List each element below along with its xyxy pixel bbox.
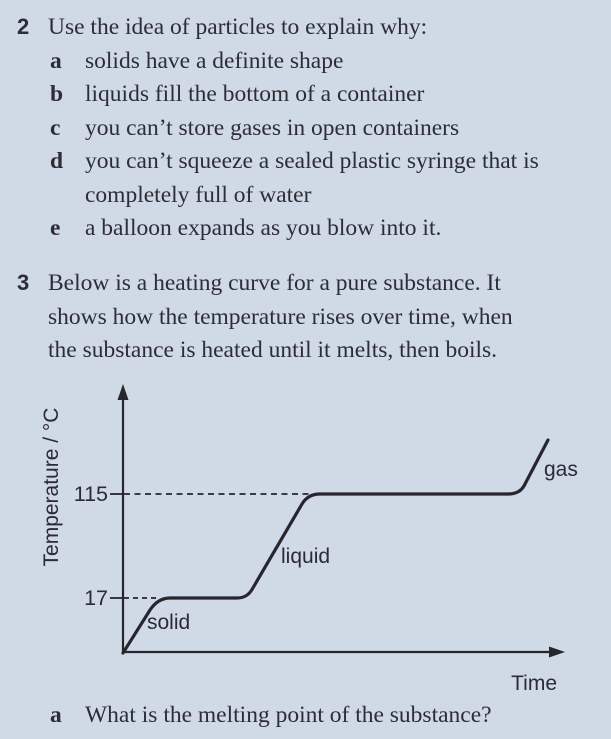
list-item-d-continued <box>17 179 539 213</box>
item-letter: e <box>50 215 61 241</box>
heating-curve-svg <box>0 373 611 707</box>
sub-question-a <box>17 699 492 733</box>
item-text: What is the melting point of the substance? <box>85 702 492 728</box>
list-item-e <box>17 212 539 246</box>
question-3 <box>17 266 513 368</box>
question-number: 2 <box>17 14 30 39</box>
question-text: the substance is heated until it melts, then boils. <box>48 337 498 363</box>
phase-label-solid: solid <box>147 611 191 634</box>
item-text: solids have a definite shape <box>85 47 344 74</box>
y-axis-title: Temperature / °C <box>40 407 63 567</box>
heating-curve-chart <box>0 373 611 707</box>
question-3-line-3 <box>17 334 513 368</box>
item-letter: c <box>50 114 61 141</box>
phase-label-gas: gas <box>544 458 578 481</box>
y-tick-label-115: 115 <box>73 482 108 506</box>
item-text: you can’t squeeze a sealed plastic syringe that is <box>85 148 539 174</box>
y-axis-arrow-icon <box>118 384 129 400</box>
list-item-d <box>17 145 539 179</box>
x-axis-arrow-icon <box>549 647 565 658</box>
question-2-prompt-row <box>17 10 539 45</box>
x-axis-title: Time <box>511 672 557 695</box>
item-letter: d <box>50 148 64 174</box>
question-prompt: Use the idea of particles to explain why: <box>48 14 428 40</box>
question-2 <box>17 10 539 246</box>
question-3-line-2 <box>17 301 513 335</box>
item-text: liquids fill the bottom of a container <box>85 81 425 107</box>
item-letter: a <box>50 47 62 74</box>
phase-label-liquid: liquid <box>281 545 331 568</box>
question-number: 3 <box>17 270 30 295</box>
question-text: Below is a heating curve for a pure substance. It <box>48 270 501 296</box>
list-item-b <box>17 78 539 112</box>
item-text: completely full of water <box>85 181 312 208</box>
item-text: you can’t store gases in open containers <box>85 114 460 141</box>
item-text: a balloon expands as you blow into it. <box>85 215 442 241</box>
question-text: shows how the temperature rises over time, when <box>48 303 513 330</box>
item-letter: b <box>50 81 64 107</box>
item-letter: a <box>50 702 62 728</box>
question-3-line-1 <box>17 266 513 301</box>
list-item-c <box>17 112 539 146</box>
y-tick-label-17: 17 <box>84 586 108 610</box>
list-item-a <box>17 45 539 79</box>
